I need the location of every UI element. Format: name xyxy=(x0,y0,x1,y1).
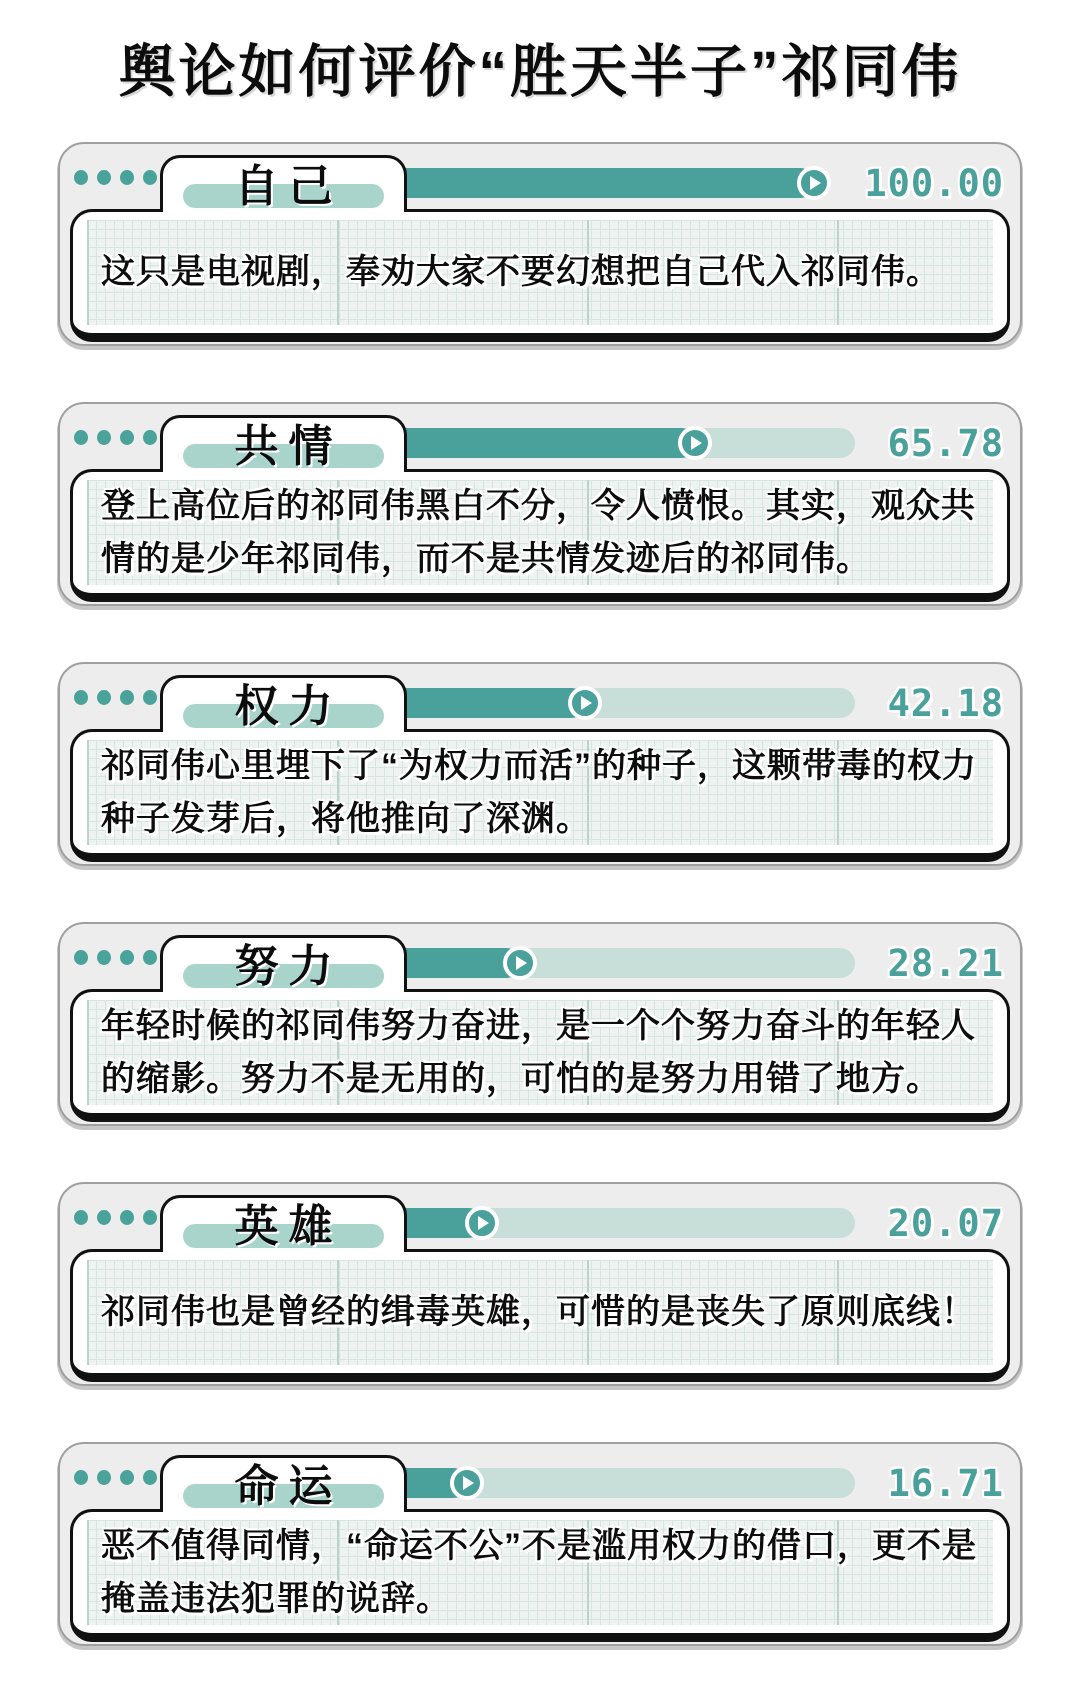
progress-track xyxy=(390,168,815,198)
play-triangle-icon xyxy=(478,1216,489,1230)
grid-paper xyxy=(87,1260,993,1365)
dot-icon xyxy=(120,690,134,705)
label-text: 自己 xyxy=(234,162,343,211)
label-tab xyxy=(160,675,407,732)
comment-panel xyxy=(70,729,1010,862)
play-icon xyxy=(678,426,712,460)
comment-text: 登上高位后的祁同伟黑白不分，令人愤恨。其实，观众共情的是少年祁同伟，而不是共情发迹后的祁同伟。 xyxy=(101,486,976,578)
grid-paper xyxy=(87,480,993,585)
progress-row xyxy=(390,1461,1004,1505)
dot-icon xyxy=(143,1210,157,1225)
label-tab xyxy=(160,155,407,212)
grid-paper xyxy=(87,1520,993,1625)
dot-icon xyxy=(74,950,88,965)
dot-icon xyxy=(143,430,157,445)
dot-icon xyxy=(120,950,134,965)
progress-track xyxy=(390,428,855,458)
metric-card-gongqing xyxy=(58,402,1022,606)
dot-icon xyxy=(97,430,111,445)
play-icon xyxy=(797,166,831,200)
label-text: 权力 xyxy=(234,682,343,731)
page-title: 舆论如何评价“胜天半子”祁同伟 xyxy=(118,40,962,104)
progress-row xyxy=(390,1201,1004,1245)
grid-paper xyxy=(87,1000,993,1105)
comment-panel xyxy=(70,1509,1010,1642)
play-icon xyxy=(450,1466,484,1500)
play-triangle-icon xyxy=(516,956,527,970)
dot-icon xyxy=(120,170,134,185)
dot-icon xyxy=(120,1470,134,1485)
comment-text: 祁同伟也是曾经的缉毒英雄，可惜的是丧失了原则底线！ xyxy=(101,1293,976,1332)
window-dots xyxy=(74,690,157,705)
progress-value: 65.78 xyxy=(887,421,1004,465)
grid-paper xyxy=(87,220,993,325)
dot-icon xyxy=(97,170,111,185)
window-dots xyxy=(74,170,157,185)
progress-row xyxy=(390,681,1004,725)
label-text: 命运 xyxy=(234,1462,343,1511)
dot-icon xyxy=(97,1210,111,1225)
progress-fill xyxy=(390,428,696,458)
label-tab xyxy=(160,1195,407,1252)
comment-text: 年轻时候的祁同伟努力奋进，是一个个努力奋斗的年轻人的缩影。努力不是无用的，可怕的是努力用错了地方。 xyxy=(101,1006,976,1098)
progress-track xyxy=(390,1468,855,1498)
progress-value: 100.00 xyxy=(864,161,1004,205)
dot-icon xyxy=(74,690,88,705)
label-text: 共情 xyxy=(234,422,343,471)
comment-panel xyxy=(70,469,1010,602)
progress-track xyxy=(390,688,855,718)
dot-icon xyxy=(74,430,88,445)
dot-icon xyxy=(143,690,157,705)
metric-card-yingxiong xyxy=(58,1182,1022,1386)
dot-icon xyxy=(74,170,88,185)
play-icon xyxy=(465,1206,499,1240)
comment-text: 祁同伟心里埋下了“为权力而活”的种子，这颗带毒的权力种子发芽后，将他推向了深渊。 xyxy=(101,746,977,838)
label-text: 努力 xyxy=(234,942,343,991)
play-triangle-icon xyxy=(581,696,592,710)
window-dots xyxy=(74,1210,157,1225)
metric-card-quanli xyxy=(58,662,1022,866)
dot-icon xyxy=(97,950,111,965)
metric-card-ziji xyxy=(58,142,1022,346)
progress-fill xyxy=(390,948,521,978)
label-tab xyxy=(160,935,407,992)
dot-icon xyxy=(120,1210,134,1225)
progress-value: 42.18 xyxy=(887,681,1004,725)
play-icon xyxy=(503,946,537,980)
window-dots xyxy=(74,1470,157,1485)
play-icon xyxy=(568,686,602,720)
metric-card-list xyxy=(58,142,1022,1702)
metric-card-nuli xyxy=(58,922,1022,1126)
dot-icon xyxy=(97,1470,111,1485)
comment-panel xyxy=(70,1249,1010,1382)
play-triangle-icon xyxy=(463,1476,474,1490)
dot-icon xyxy=(74,1470,88,1485)
progress-fill xyxy=(390,688,586,718)
window-dots xyxy=(74,950,157,965)
progress-value: 28.21 xyxy=(887,941,1004,985)
dot-icon xyxy=(143,170,157,185)
grid-paper xyxy=(87,740,993,845)
progress-fill xyxy=(390,168,815,198)
comment-panel xyxy=(70,209,1010,342)
dot-icon xyxy=(97,690,111,705)
dot-icon xyxy=(74,1210,88,1225)
progress-track xyxy=(390,1208,855,1238)
progress-row xyxy=(390,161,1004,205)
dot-icon xyxy=(143,1470,157,1485)
progress-track xyxy=(390,948,855,978)
dot-icon xyxy=(143,950,157,965)
comment-text: 恶不值得同情，“命运不公”不是滥用权力的借口，更不是掩盖违法犯罪的说辞。 xyxy=(101,1526,977,1618)
dot-icon xyxy=(120,430,134,445)
progress-value: 20.07 xyxy=(887,1201,1004,1245)
comment-text: 这只是电视剧，奉劝大家不要幻想把自己代入祁同伟。 xyxy=(101,253,941,292)
label-tab xyxy=(160,1455,407,1512)
comment-panel xyxy=(70,989,1010,1122)
window-dots xyxy=(74,430,157,445)
progress-value: 16.71 xyxy=(887,1461,1004,1505)
play-triangle-icon xyxy=(691,436,702,450)
progress-row xyxy=(390,941,1004,985)
metric-card-mingyun xyxy=(58,1442,1022,1646)
label-text: 英雄 xyxy=(234,1202,343,1251)
progress-row xyxy=(390,421,1004,465)
label-tab xyxy=(160,415,407,472)
play-triangle-icon xyxy=(810,176,821,190)
